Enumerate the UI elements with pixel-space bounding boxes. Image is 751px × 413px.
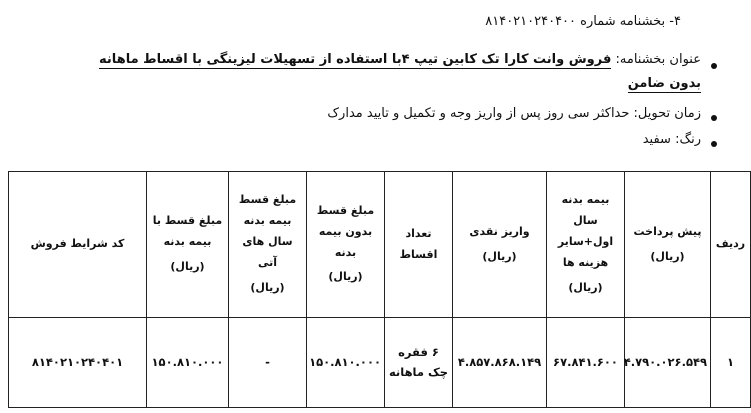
table-cell: ۱	[711, 318, 751, 408]
bullet-icon	[711, 63, 717, 69]
sales-conditions-table	[8, 171, 751, 408]
table-header-cell: مبلغ قسط بدون بیمه بدنه (ریال)	[307, 172, 385, 318]
table-cell: ۱۵۰.۸۱۰.۰۰۰	[307, 318, 385, 408]
table-header-cell: کد شرایط فروش	[9, 172, 147, 318]
table-header-cell: واریز نقدی (ریال)	[453, 172, 547, 318]
subject-label: عنوان بخشنامه:	[615, 52, 701, 67]
table-header-cell: ردیف	[711, 172, 751, 318]
table-cell: ۸۱۴۰۲۱۰۲۴۰۴۰۱	[9, 318, 147, 408]
table-cell: ۴.۸۵۷.۸۶۸.۱۴۹	[453, 318, 547, 408]
table-header-cell: مبلغ قسط با بیمه بدنه (ریال)	[147, 172, 229, 318]
subject-value-line2: بدون ضامن	[627, 76, 701, 91]
bullet-icon	[711, 141, 717, 147]
section-heading: ۴- بخشنامه شماره ۸۱۴۰۲۱۰۲۴۰۴۰۰	[485, 14, 681, 29]
subject-item	[27, 52, 717, 74]
table-cell: -	[229, 318, 307, 408]
delivery-text: زمان تحویل: حداکثر سی روز پس از واریز وجه و تکمیل و تایید مدارک	[327, 106, 701, 121]
subject-value: فروش وانت کارا تک کابین تیپ ۴با استفاده از تسهیلات لیزینگی با اقساط ماهانه	[99, 52, 612, 67]
bullet-icon	[711, 115, 717, 121]
table-cell: ۶ فقره چک ماهانه	[385, 318, 453, 408]
table-header-cell: تعداد اقساط	[385, 172, 453, 318]
table-header-cell: بیمه بدنه سال اول+سایر هزینه ها (ریال)	[547, 172, 625, 318]
details-list	[27, 52, 717, 156]
subject-continuation	[27, 74, 701, 106]
table-cell: ۴.۷۹۰.۰۲۶.۵۴۹	[625, 318, 711, 408]
table-cell: ۱۵۰.۸۱۰.۰۰۰	[147, 318, 229, 408]
table-header-row	[9, 172, 751, 318]
table-cell: ۶۷.۸۴۱.۶۰۰	[547, 318, 625, 408]
table-header-cell: مبلغ قسط بیمه بدنه سال های آتی (ریال)	[229, 172, 307, 318]
color-text: رنگ: سفید	[642, 132, 701, 147]
color-item	[27, 132, 717, 156]
table-header-cell: پیش پرداخت (ریال)	[625, 172, 711, 318]
table-row	[9, 318, 751, 408]
delivery-item	[27, 106, 717, 132]
